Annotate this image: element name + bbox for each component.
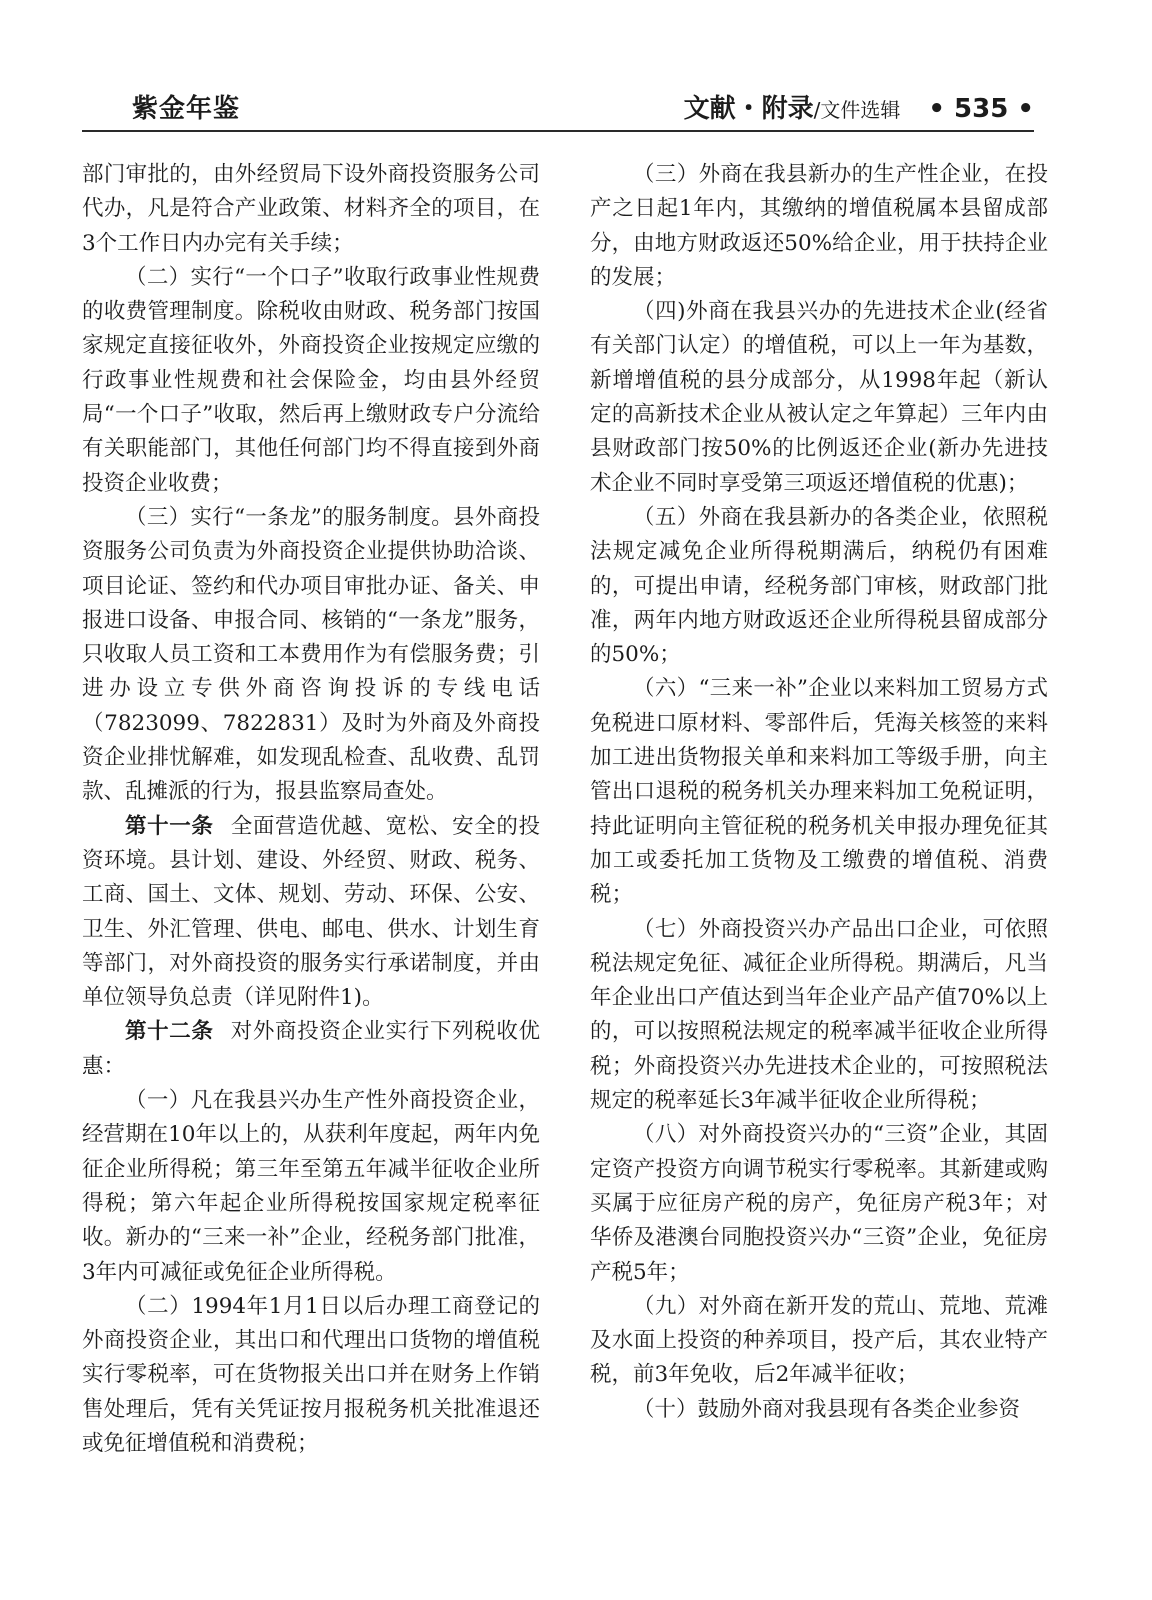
header-right-group	[684, 88, 1034, 125]
paragraph	[590, 913, 1048, 1119]
paragraph-text: （三）外商在我县新办的生产性企业，在投产之日起1年内，其缴纳的增值税属本县留成部分，由地方财政返还50%给企业，用于扶持企业的发展；	[590, 162, 1048, 290]
article-number: 第十二条	[125, 1019, 214, 1045]
paragraph-text: （九）对外商在新开发的荒山、荒地、荒滩及水面上投资的种养项目，投产后，其农业特产税，前3年免收，后2年减半征收；	[590, 1293, 1048, 1388]
paragraph-text: （四)外商在我县兴办的先进技术企业(经省有关部门认定）的增值税，可以上一年为基数，新增增值税的县分成部分，从1998年起（新认定的高新技术企业从被认定之年算起）三年内由县财政部门按50%的比例返还企业(新办先进技术企业不同时享受第三项返还增值税的优惠)；	[590, 299, 1048, 496]
paragraph	[82, 1290, 540, 1461]
article-text: 全面营造优越、宽松、安全的投资环境。县计划、建设、外经贸、财政、税务、工商、国土、文体、规划、劳动、环保、公安、卫生、外汇管理、供电、邮电、供水、计划生育等部门，对外商投资的服务实行承诺制度，并由单位领导负总责（详见附件1)。	[82, 813, 540, 1011]
article-number: 第十一条	[125, 813, 214, 839]
paragraph-text: （二）1994年1月1日以后办理工商登记的外商投资企业，其出口和代理出口货物的增值税实行零税率，可在货物报关出口并在财务上作销售处理后，凭有关凭证按月报税务机关批准退还或免征增值税和消费税；	[82, 1293, 540, 1456]
paragraph	[590, 1118, 1048, 1289]
section-subtitle: /文件选辑	[813, 98, 901, 122]
article-paragraph	[82, 1015, 540, 1084]
paragraph	[590, 158, 1048, 295]
paragraph-text: （六）“三来一补”企业以来料加工贸易方式免税进口原材料、零部件后，凭海关核签的来料加工进出货物报关单和来料加工等级手册，向主管出口退税的税务机关办理来料加工免税证明，持此证明向主管征税的税务机关申报办理免征其加工或委托加工货物及工缴费的增值税、消费税；	[590, 676, 1048, 908]
paragraph-text: （三）实行“一条龙”的服务制度。县外商投资服务公司负责为外商投资企业提供协助洽谈、项目论证、签约和代办项目审批办证、备关、申报进口设备、申报合同、核销的“一条龙”服务，只收取人员工资和工本费用作为有偿服务费；引进办设立专供外商咨询投诉的专线电话（7823099、7822831）及时为外商及外商投资企业排忧解难，如发现乱检查、乱收费、乱罚款、乱摊派的行为，报县监察局查处。	[82, 504, 540, 805]
paragraph-text: 部门审批的，由外经贸局下设外商投资服务公司代办，凡是符合产业政策、材料齐全的项目，在3个工作日内办完有关手续；	[82, 162, 540, 256]
page-header	[82, 78, 1034, 132]
right-column	[590, 158, 1048, 1427]
paragraph-text: （八）对外商投资兴办的“三资”企业，其固定资产投资方向调节税实行零税率。其新建或购买属于应征房产税的房产，免征房产税3年；对华侨及港澳台同胞投资兴办“三资”企业，免征房产税5年；	[590, 1122, 1048, 1285]
paragraph-text: （一）凡在我县兴办生产性外商投资企业，经营期在10年以上的，从获利年度起，两年内免征企业所得税；第三年至第五年减半征收企业所得税；第六年起企业所得税按国家规定税率征收。新办的“三来一补”企业，经税务部门批准，3年内可减征或免征企业所得税。	[82, 1088, 540, 1285]
paragraph	[590, 1290, 1048, 1393]
paragraph	[82, 501, 540, 810]
paragraph	[590, 672, 1048, 912]
article-text: 对外商投资企业实行下列税收优惠：	[82, 1019, 540, 1079]
paragraph-text: （二）实行“一个口子”收取行政事业性规费的收费管理制度。除税收由财政、税务部门按国家规定直接征收外，外商投资企业按规定应缴的行政事业性规费和社会保险金，均由县外经贸局“一个口子”收取，然后再上缴财政专户分流给有关职能部门，其他任何部门均不得直接到外商投资企业收费；	[82, 264, 540, 496]
paragraph-text: （五）外商在我县新办的各类企业，依照税法规定减免企业所得税期满后，纳税仍有困难的，可提出申请，经税务部门审核，财政部门批准，两年内地方财政返还企业所得税县留成部分的50%；	[590, 504, 1048, 668]
paragraph	[82, 261, 540, 501]
paragraph-text: （十）鼓励外商对我县现有各类企业参资	[633, 1396, 1021, 1422]
paragraph	[82, 1084, 540, 1290]
paragraph	[590, 1393, 1048, 1427]
page-number: • 535 •	[928, 94, 1034, 124]
section-title: 文献・附录	[683, 94, 814, 124]
left-column	[82, 158, 540, 1461]
paragraph-text: （七）外商投资兴办产品出口企业，可依照税法规定免征、减征企业所得税。期满后，凡当年企业出口产值达到当年企业产品产值70%以上的，可以按照税法规定的税率减半征收企业所得税；外商投资兴办先进技术企业的，可按照税法规定的税率延长3年减半征收企业所得税；	[590, 916, 1048, 1114]
paragraph	[590, 295, 1048, 501]
book-title: 紫金年鉴	[132, 94, 241, 124]
article-paragraph	[82, 810, 540, 1016]
paragraph	[590, 501, 1048, 672]
paragraph	[82, 158, 540, 261]
